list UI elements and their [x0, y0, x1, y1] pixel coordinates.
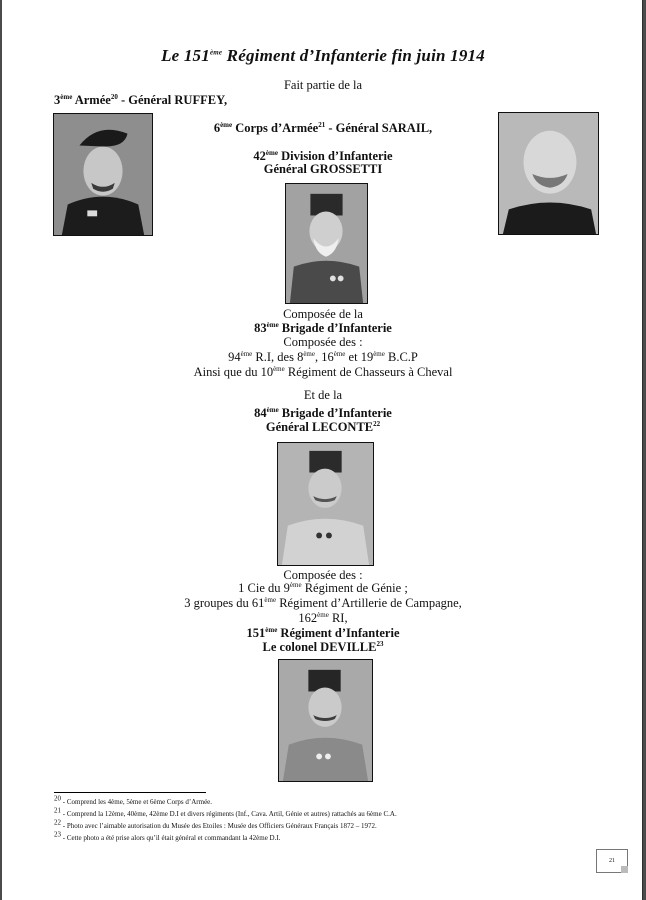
portrait-ruffey: [53, 113, 153, 236]
cie-line: 1 Cie du 9ème Régiment de Génie ;: [238, 580, 408, 595]
armee-line: 3ème Armée$^{20}$ - Général RUFFEY,: [54, 92, 228, 107]
artillerie-line: 3 groupes du 61ème Régiment d’Artillerie de Campagne,: [184, 595, 462, 610]
page-title: Le 151ème Régiment d’Infanterie fin juin 1914: [161, 46, 485, 65]
footnote-separator: [54, 792, 206, 793]
page-number-box: [596, 849, 628, 873]
corps-line: 6ème Corps d’Armée$^{21}$ - Général SARAIL,: [213, 120, 433, 135]
composee-des-1: Composée des :: [283, 335, 363, 349]
units-line: 94ème R.I, des 8ème, 16ème et 19ème B.C.P: [228, 349, 418, 364]
page-corner-fold: [621, 866, 628, 873]
ri-line: 162ème RI,: [298, 610, 348, 625]
page-number: 21: [609, 858, 615, 864]
portrait-sarail: [498, 112, 599, 235]
portrait-grossetti: [285, 183, 368, 304]
portrait-leconte: [277, 442, 374, 566]
brigade-84: 84ème Brigade d’Infanterie: [254, 405, 392, 420]
regiment-151: 151ème Régiment d’Infanterie: [246, 625, 400, 640]
brigade-83: 83ème Brigade d’Infanterie: [254, 320, 392, 335]
division-line: 42ème Division d’Infanterie: [253, 148, 393, 163]
footnote-21: $^{21}$ - Comprend la 12ème, 40ème, 42ème D.I et divers régiments (Inf., Cava. Artil, Génie et autres) rattachés au 6ème C.A.: [54, 806, 397, 818]
colonel-deville: Le colonel DEVILLE$^{23}$: [262, 639, 384, 654]
composee-de-la: Composée de la: [283, 307, 363, 321]
composee-des-2: Composée des :: [283, 568, 363, 582]
portrait-deville: [278, 659, 373, 782]
et-de-la: Et de la: [303, 388, 343, 402]
brigade-84-general: Général LECONTE$^{22}$: [265, 419, 381, 434]
footnote-23: $^{23}$ - Cette photo a été prise alors qu’il était général et commandant la 42ème D.I.: [54, 830, 281, 842]
division-general: Général GROSSETTI: [263, 162, 383, 176]
footnote-20: $^{20}$ - Comprend les 4ème, 5ème et 6ème Corps d’Armée.: [54, 794, 213, 806]
ainsi-line: Ainsi que du 10ème Régiment de Chasseurs à Cheval: [193, 364, 453, 379]
footnote-22: $^{22}$ - Photo avec l’aimable autorisation du Musée des Etoiles : Musée des Officiers Généraux Français 1872 – 1972.: [54, 818, 377, 830]
fait-partie-text: Fait partie de la: [283, 78, 363, 92]
